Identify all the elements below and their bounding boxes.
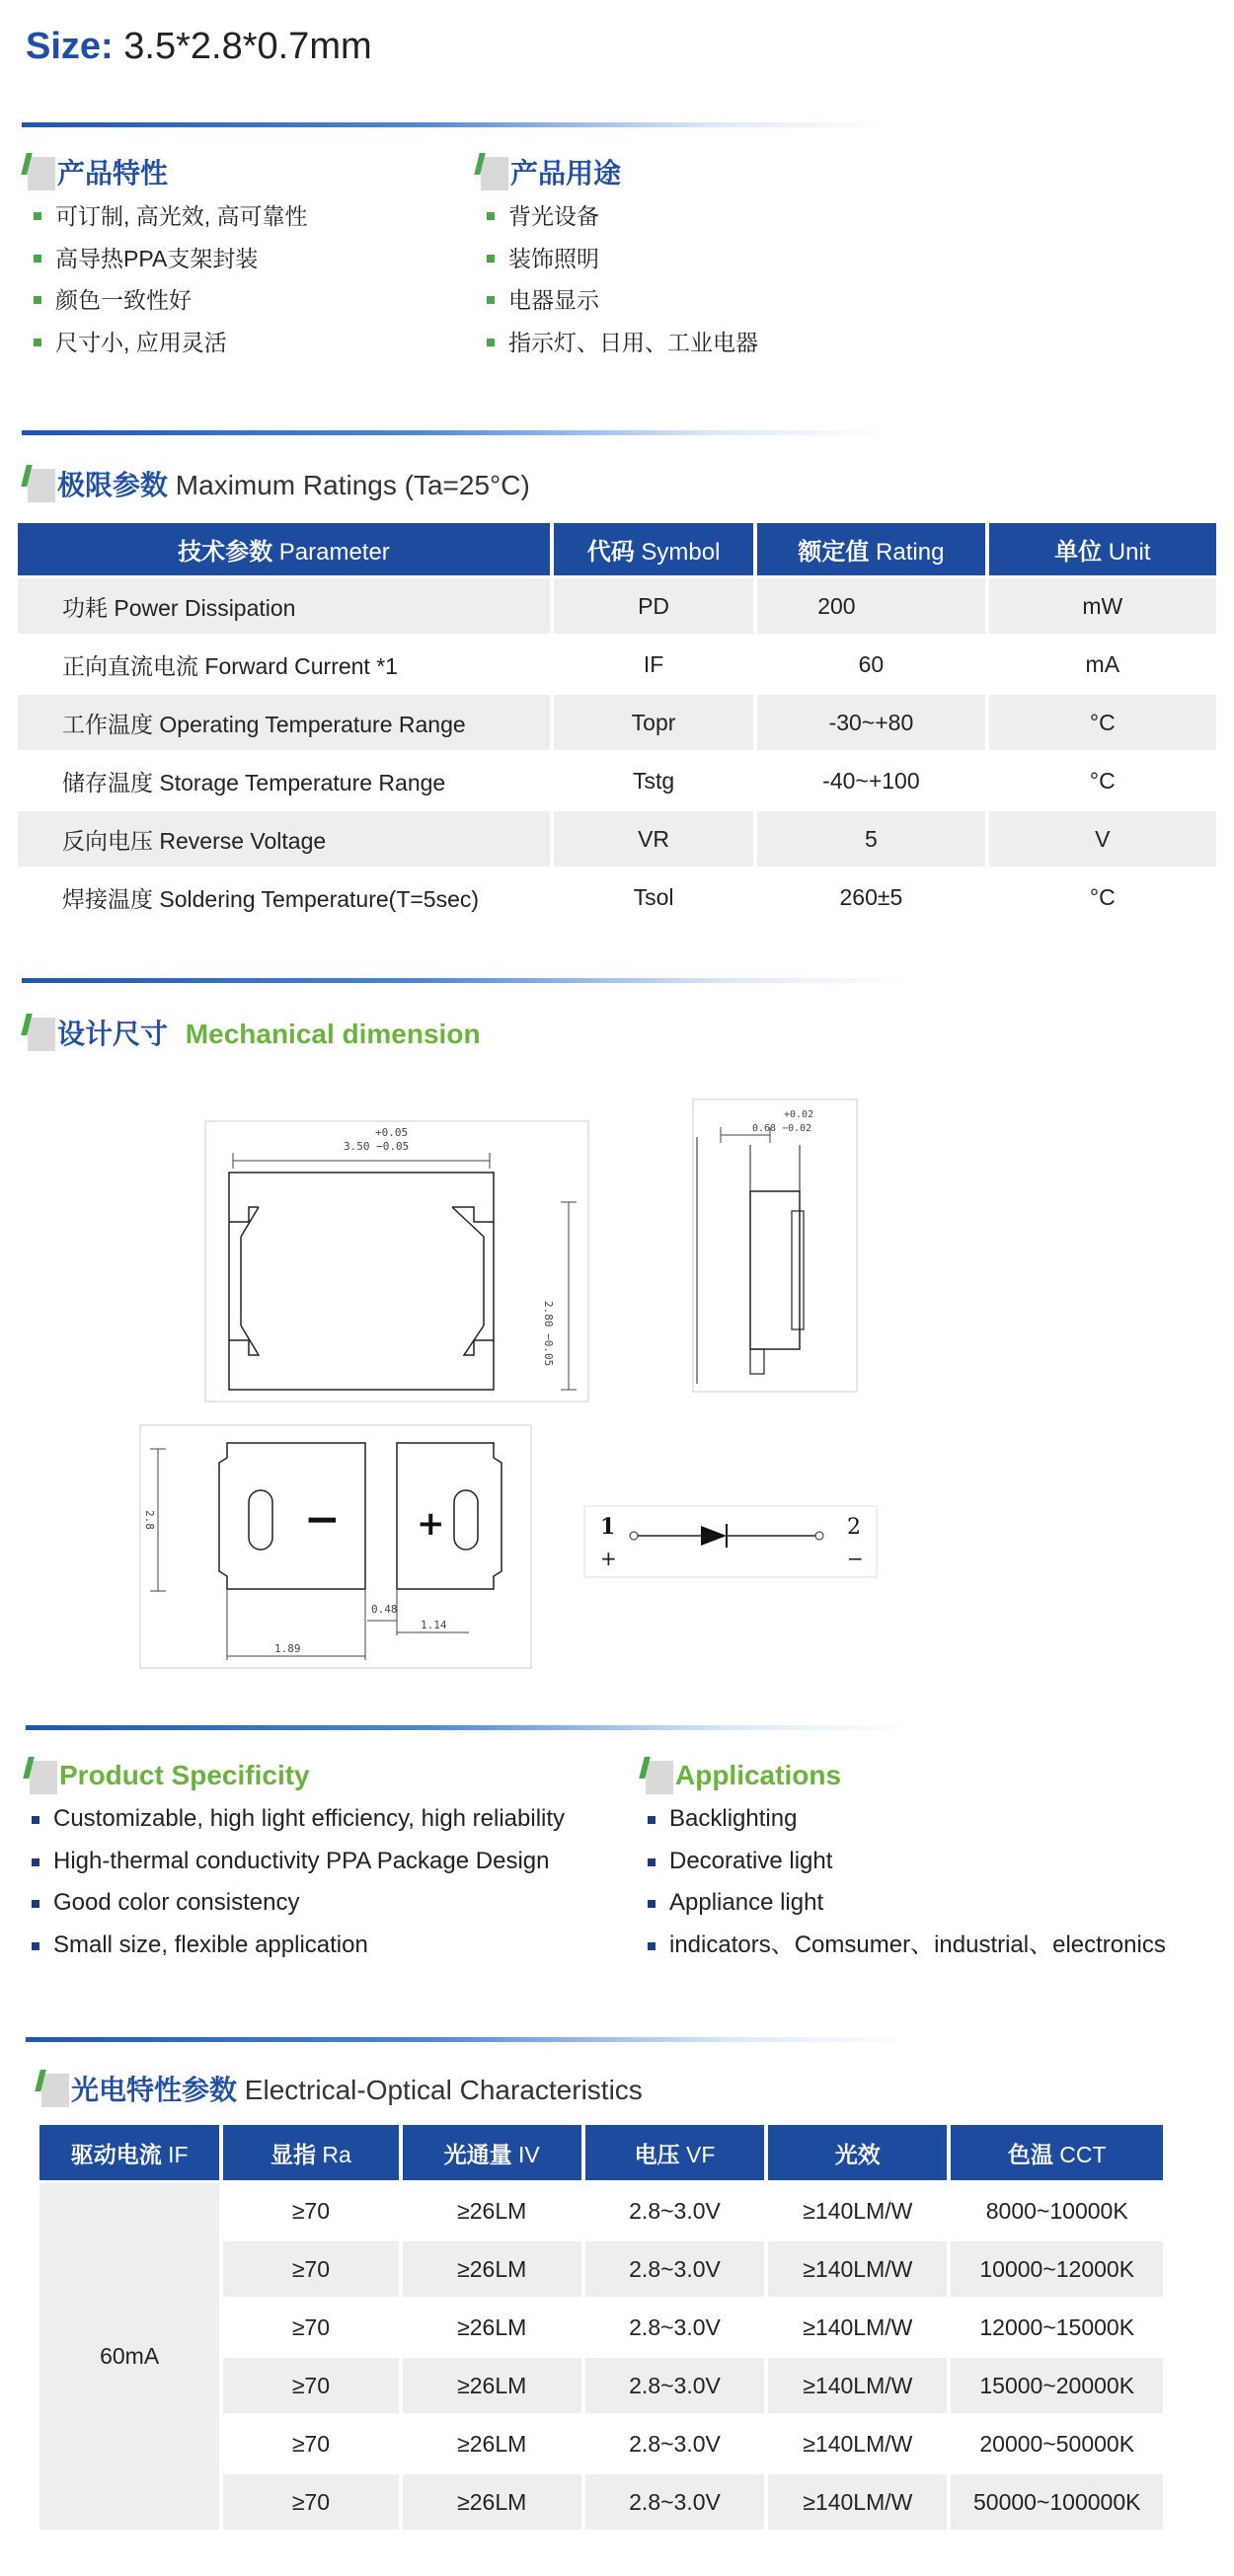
size-value: 3.5*2.8*0.7mm [123,26,372,67]
list-item: 背光设备 [479,195,758,238]
list-item: 指示灯、日用、工业电器 [479,322,758,364]
uses-list [479,195,758,363]
pin2-label: 2 [847,1515,861,1540]
divider [26,2037,914,2042]
table-row: 功耗 Power Dissipation PD 200 mW [18,578,1216,634]
applications-heading [642,1757,841,1794]
optical-heading [38,2069,643,2108]
dim-label: 0.48 [371,1603,398,1616]
table-row: ≥70 ≥26LM 2.8~3.0V ≥140LM/W 15000~20000K [39,2358,1163,2413]
side-view-drawing [691,1098,859,1394]
applications-title: Applications [675,1760,842,1790]
list-item: Small size, flexible application [24,1925,565,1967]
divider [26,1725,914,1730]
dim-label: +0.05 [375,1126,409,1139]
header-cell: 色温 CCT [951,2125,1163,2180]
table-row: ≥70 ≥26LM 2.8~3.0V ≥140LM/W 10000~12000K [39,2241,1163,2297]
features-heading [24,152,168,191]
table-row: 焊接温度 Soldering Temperature(T=5sec) Tsol 260±5 °C [18,870,1216,925]
header-cell: 电压 VF [585,2125,764,2180]
dim-label: 2.8 [143,1510,156,1530]
table-row: 正向直流电流 Forward Current *1 IF 60 mA [18,637,1216,692]
table-header-row [18,523,1216,575]
header-cell: 光效 [768,2125,947,2180]
diode-symbol-drawing [582,1504,879,1579]
ratings-title-cn: 极限参数 [57,470,169,500]
size-title [26,26,372,68]
list-item: Customizable, high light efficiency, high reliability [24,1798,565,1841]
table-row: ≥70 ≥26LM 2.8~3.0V ≥140LM/W 20000~50000K [39,2416,1163,2471]
header-cell: 技术参数 Parameter [18,523,550,575]
list-item: High-thermal conductivity PPA Package Design [24,1841,565,1883]
optical-title-cn: 光电特性参数 [71,2075,238,2105]
table-header-row [39,2125,1163,2180]
dim-label: 0.68 −0.02 [752,1123,812,1134]
divider [22,122,890,127]
pin2-sign: − [847,1547,864,1570]
specificity-title: Product Specificity [59,1760,310,1790]
features-title: 产品特性 [57,158,169,189]
dim-label: 1.14 [421,1619,447,1631]
applications-list [640,1798,1166,1966]
header-cell: 驱动电流 IF [39,2125,219,2180]
header-cell: 单位 Unit [989,523,1216,575]
list-item: Good color consistency [24,1882,565,1925]
dim-label: 2.80 −0.05 [542,1301,555,1367]
uses-heading [477,152,621,191]
size-label: Size: [26,26,114,67]
table-row: 储存温度 Storage Temperature Range Tstg -40~+100 °C [18,753,1216,808]
optical-title-en: Electrical-Optical Characteristics [244,2075,643,2105]
dim-label: 1.89 [274,1642,301,1655]
dimension-title-cn: 设计尺寸 [57,1019,169,1049]
divider [22,978,910,983]
pin1-label: 1 [600,1514,616,1540]
header-cell: 显指 Ra [223,2125,398,2180]
uses-title: 产品用途 [510,158,622,189]
ratings-table [14,520,1220,928]
dim-label: +0.02 [784,1109,814,1120]
table-row: ≥70 ≥26LM 2.8~3.0V ≥140LM/W 12000~15000K [39,2300,1163,2355]
plus-sign: + [417,1504,445,1544]
optical-table [36,2122,1167,2533]
list-item: indicators、Comsumer、industrial、electronics [640,1925,1166,1967]
top-view-drawing [197,1113,592,1409]
dimension-heading [24,1013,481,1052]
header-cell: 光通量 IV [403,2125,581,2180]
table-row: 工作温度 Operating Temperature Range Topr -30~+80 °C [18,695,1216,750]
list-item: 高导热PPA支架封装 [26,238,308,280]
table-row: ≥70 ≥26LM 2.8~3.0V ≥140LM/W 50000~100000K [39,2474,1163,2530]
table-row: 60mA ≥70 ≥26LM 2.8~3.0V ≥140LM/W 8000~10000K [39,2183,1163,2238]
specificity-heading [26,1757,310,1794]
dimension-title-en: Mechanical dimension [185,1019,481,1049]
list-item: Appliance light [640,1882,1166,1925]
list-item: Decorative light [640,1841,1166,1883]
dim-label: 3.50 −0.05 [344,1140,410,1153]
pin1-sign: + [600,1547,617,1570]
minus-sign: − [304,1494,341,1545]
ratings-title-en: Maximum Ratings (Ta=25°C) [175,470,530,500]
list-item: 尺寸小, 应用灵活 [26,322,308,364]
ratings-heading [24,464,530,503]
header-cell: 额定值 Rating [757,523,984,575]
list-item: 颜色一致性好 [26,279,308,322]
current-cell: 60mA [39,2183,219,2530]
divider [22,430,890,435]
features-list [26,195,308,363]
list-item: 可订制, 高光效, 高可靠性 [26,195,308,238]
specificity-list [24,1798,565,1966]
list-item: Backlighting [640,1798,1166,1841]
header-cell: 代码 Symbol [554,523,753,575]
list-item: 装饰照明 [479,238,758,280]
bottom-view-drawing [138,1423,533,1670]
table-row: 反向电压 Reverse Voltage VR 5 V [18,811,1216,867]
list-item: 电器显示 [479,279,758,322]
